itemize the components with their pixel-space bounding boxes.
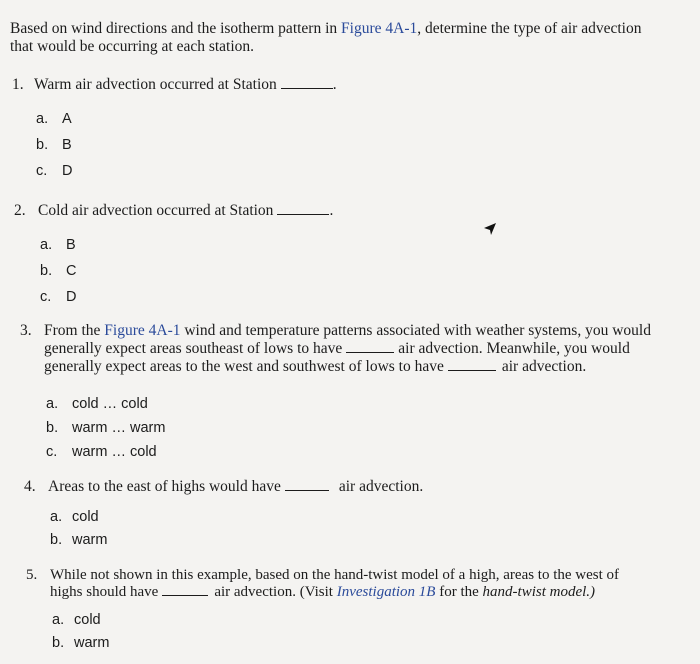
question-text: Cold air advection occurred at Station [38,202,274,219]
option-letter: b. [50,532,63,548]
option-letter: c. [46,444,58,460]
option-text: D [62,163,73,179]
question-text: While not shown in this example, based on the hand-twist model of a high, areas to the west of [50,567,620,583]
question-end: . [329,202,334,219]
question-number: 3. [20,322,32,339]
question-number: 2. [14,202,26,219]
q1-option-a[interactable] [36,110,72,128]
option-text: cold … cold [72,396,148,412]
question-text: Warm air advection occurred at Station [34,76,277,93]
question-2 [14,202,333,220]
question-number: 4. [24,478,36,495]
option-text: A [62,111,72,127]
q3-option-b[interactable] [46,419,165,437]
answer-blank [281,76,333,89]
q3-option-a[interactable] [46,395,148,413]
question-4 [24,478,423,496]
intro-line-2: that would be occurring at each station. [10,38,255,55]
option-letter: b. [46,420,59,436]
question-text-end: wind and temperature patterns associated with weather systems, you would [180,322,651,339]
mouse-cursor-icon [483,222,497,236]
q2-option-c[interactable] [40,288,76,306]
q5-option-a[interactable] [52,611,101,629]
question-text-mid-2: for the [435,584,483,600]
q1-option-b[interactable] [36,136,72,154]
option-text: cold [74,612,101,628]
question-text: From the [44,322,105,339]
q2-option-a[interactable] [40,236,76,254]
option-text: warm … cold [72,444,157,460]
question-text-end: air advection. [501,358,587,375]
option-text: B [66,237,76,253]
question-end: . [332,76,337,93]
intro-text: Based on wind directions and the isotherm pattern in [10,20,342,37]
option-letter: a. [50,509,63,525]
question-number: 5. [26,567,38,583]
question-text-mid: air advection. (Visit [214,584,337,600]
option-text: D [66,289,77,305]
answer-blank [346,340,394,353]
question-number: 1. [12,76,24,93]
question-text-end: hand-twist model.) [482,584,596,600]
question-text: generally expect areas to the west and southwest of lows to have [44,358,444,375]
option-text: C [66,263,77,279]
answer-blank [162,583,208,596]
option-letter: c. [36,163,48,179]
question-text-end: air advection. Meanwhile, you would [398,340,630,357]
question-3-line-1 [20,322,651,340]
q3-option-c[interactable] [46,443,157,461]
answer-blank [277,202,329,215]
option-text: cold [72,509,99,525]
answer-blank [448,358,496,371]
q1-option-c[interactable] [36,162,72,180]
question-1 [12,76,337,94]
option-letter: c. [40,289,52,305]
question-text: Areas to the east of highs would have [48,478,281,495]
question-3-line-2 [44,340,630,358]
option-letter: b. [36,137,49,153]
option-letter: a. [52,612,65,628]
option-letter: a. [40,237,53,253]
option-letter: a. [46,396,59,412]
option-text: warm … warm [72,420,166,436]
q4-option-a[interactable] [50,508,99,526]
figure-reference-link[interactable]: Figure 4A-1 [104,322,181,339]
question-text: generally expect areas southeast of lows to have [44,340,343,357]
q2-option-b[interactable] [40,262,76,280]
figure-reference-link[interactable]: Figure 4A-1 [341,20,418,37]
question-3-line-3 [44,358,586,376]
question-5-line-2 [50,583,595,601]
q4-option-b[interactable] [50,531,107,549]
option-letter: b. [40,263,53,279]
investigation-reference-link[interactable]: Investigation 1B [336,584,436,600]
option-letter: b. [52,635,65,651]
option-text: warm [72,532,108,548]
question-text-end: air advection. [338,478,424,495]
option-letter: a. [36,111,49,127]
question-5-line-1 [26,566,619,584]
intro-text-end: , determine the type of air advection [417,20,642,37]
answer-blank [285,478,329,491]
intro-line-1 [10,20,641,38]
q5-option-b[interactable] [52,634,109,652]
question-text: highs should have [50,584,159,600]
option-text: B [62,137,72,153]
option-text: warm [74,635,110,651]
